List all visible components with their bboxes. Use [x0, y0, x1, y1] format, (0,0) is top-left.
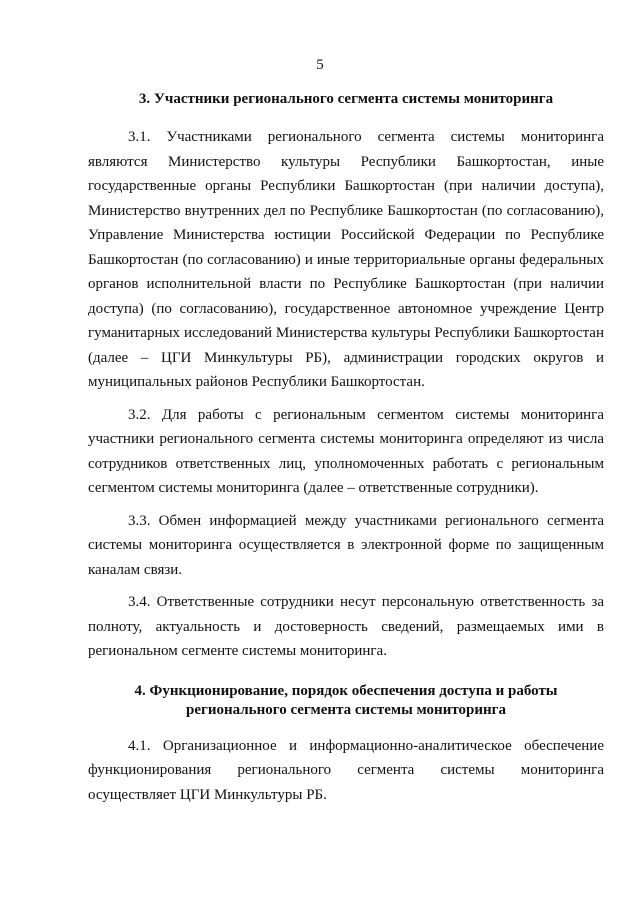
section-4-heading-line-1: 4. Функционирование, порядок обеспечения доступа и работы: [134, 682, 558, 699]
paragraph-3-2: 3.2. Для работы с региональным сегментом системы мониторинга участники регионального сегмента системы мониторинга определяют из числа сотрудников ответственных лиц, уполномоченных работать с региональным сегментом системы мониторинга (далее – ответственные сотрудники).: [88, 406, 604, 496]
paragraph-4-1: 4.1. Организационное и информационно-аналитическое обеспечение функционирования регионального сегмента системы мониторинга осуществляет ЦГИ Минкультуры РБ.: [88, 737, 604, 803]
paragraph-3-4: 3.4. Ответственные сотрудники несут персональную ответственность за полноту, актуальность и достоверность сведений, размещаемых ими в региональном сегменте системы мониторинга.: [88, 594, 604, 659]
section-3-heading: 3. Участники регионального сегмента системы мониторинга: [138, 91, 554, 107]
page-content: [88, 90, 604, 807]
paragraph-3-1: 3.1. Участниками регионального сегмента системы мониторинга являются Министерство культуры Республики Башкортостан, иные государственные органы Республики Башкортостан (при наличии доступа), Министерство внутренних дел по Республике Башкортостан (по согласованию), Управление Министерства юстиции Российской Федерации по Республике Башкортостан (по согласованию) и иные территориальные органы федеральных органов исполнительной власти по Республике Башкортостан (при наличии доступа) (по согласованию), государственное автономное учреждение Центр гуманитарных исследований Министерства культуры Республики Башкортостан (далее – ЦГИ Минкультуры РБ), администрации городских округов и муниципальных районов Республики Башкортостан.: [88, 129, 604, 390]
section-4-heading-line-2: регионального сегмента системы мониторинга: [186, 701, 506, 718]
section-4-heading: [88, 682, 604, 720]
paragraph-3-3: 3.3. Обмен информацией между участниками регионального сегмента системы мониторинга осуществляется в электронной форме по защищенным каналам связи.: [88, 512, 604, 578]
page-number: 5: [316, 57, 324, 73]
